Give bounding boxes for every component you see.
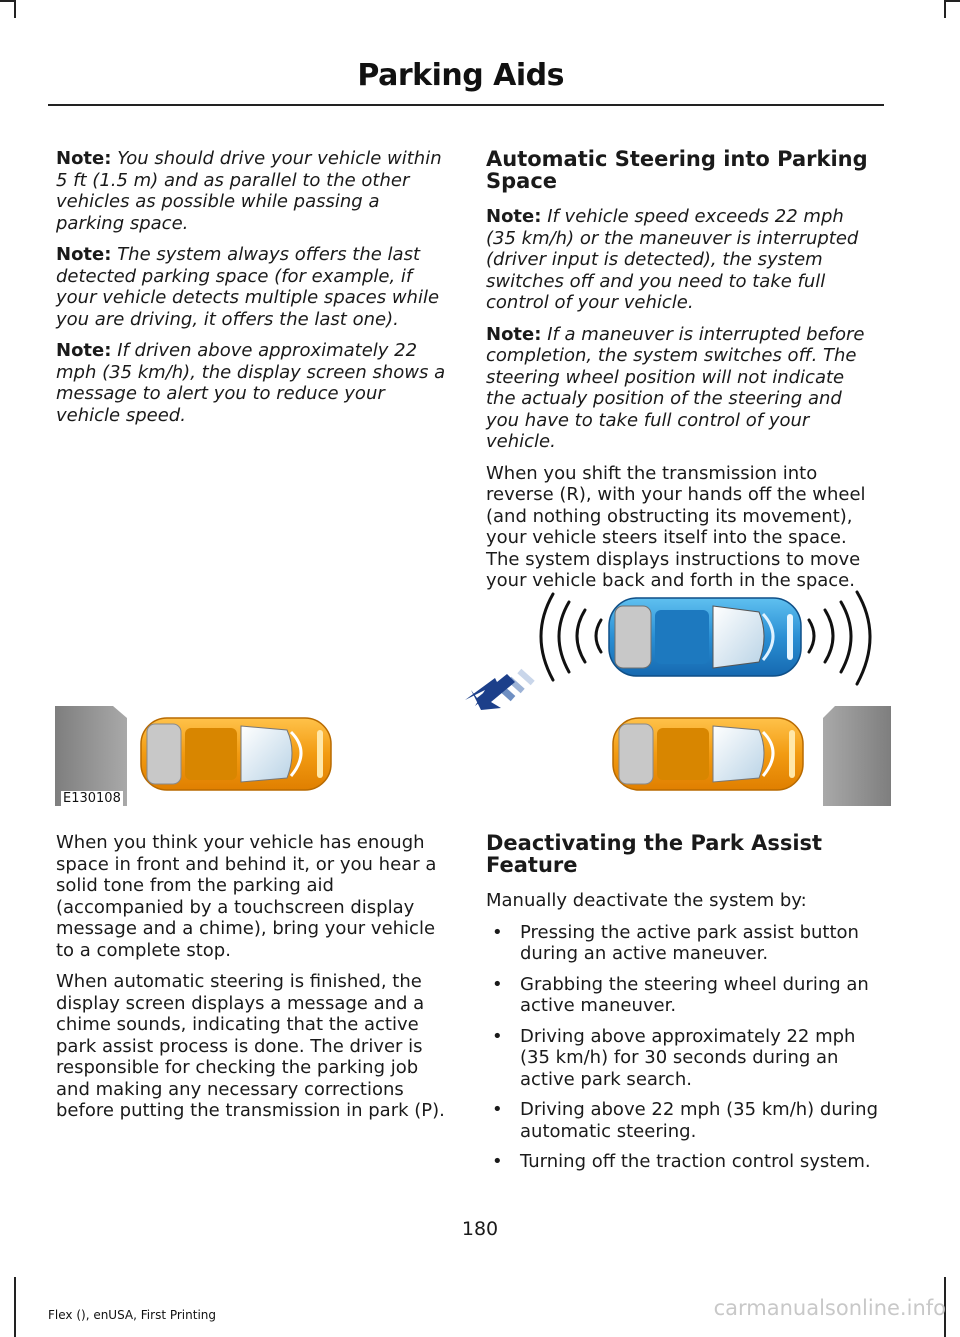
note-label: Note:: [56, 244, 112, 265]
parking-illustration: [55, 588, 891, 806]
section-heading: Deactivating the Park Assist Feature: [486, 831, 823, 877]
figure-code: E130108: [63, 791, 121, 806]
page-number: 180: [461, 1218, 499, 1240]
note-text: You should drive your vehicle within 5 ft (1.5 m) and as parallel to the other vehicles as possible while passing a parking space.: [56, 148, 442, 234]
list-item: • Grabbing the steering wheel during an active maneuver.: [486, 974, 878, 1017]
right-column-bottom: [486, 832, 878, 1182]
footer-text: Flex (), enUSA, First Printing: [48, 1308, 216, 1322]
reverse-arrow-icon: [465, 669, 535, 710]
note-paragraph: [56, 244, 448, 330]
sensor-waves-left-icon: [541, 594, 601, 680]
note-text: If a maneuver is interrupted before completion, the system switches off. The steering wheel position will not indicate the actualy position of the steering and you have to take full control of your vehicle.: [486, 323, 865, 452]
watermark: carmanualsonline.info: [713, 1296, 946, 1320]
active-car: [609, 598, 801, 676]
left-column-bottom: [56, 832, 448, 1132]
note-paragraph: [56, 340, 448, 426]
sensor-waves-right-icon: [809, 592, 870, 684]
note-text: If vehicle speed exceeds 22 mph (35 km/h) or the maneuver is interrupted (driver input is detected), the system switches off and you need to take full control of your vehicle.: [486, 206, 859, 313]
deactivation-list: [486, 922, 878, 1173]
body-paragraph: When automatic steering is finished, the display screen displays a message and a chime sounds, indicating that the active park assist process is done. The driver is responsible for checking the parking job and making any necessary corrections before putting the transmission in park (P).: [56, 971, 445, 1121]
note-paragraph: [56, 148, 448, 234]
left-column-top: [56, 148, 448, 436]
crop-mark-top-right: [944, 0, 960, 2]
note-label: Note:: [486, 206, 542, 227]
note-paragraph: [486, 206, 878, 314]
list-item: • Driving above approximately 22 mph (35 km/h) for 30 seconds during an active park search.: [486, 1026, 878, 1091]
body-paragraph: When you shift the transmission into reverse (R), with your hands off the wheel (and nothing obstructing its movement), your vehicle steers itself into the space. The system displays instructions to move your vehicle back and forth in the space.: [486, 462, 866, 591]
right-column-top: [486, 148, 878, 602]
body-paragraph: Manually deactivate the system by:: [486, 890, 807, 911]
list-item: • Turning off the traction control system.: [486, 1151, 878, 1173]
section-heading: Automatic Steering into Parking Space: [486, 147, 868, 193]
page-title: Parking Aids: [357, 58, 564, 93]
list-item: • Pressing the active park assist button during an active maneuver.: [486, 922, 878, 965]
parked-car-right: [613, 718, 803, 790]
note-text: The system always offers the last detected parking space (for example, if your vehicle detects multiple spaces while you are driving, it offers the last one).: [56, 244, 440, 330]
header-divider: [48, 104, 884, 106]
crop-mark-top-right-v: [944, 0, 946, 18]
note-label: Note:: [56, 340, 112, 361]
note-label: Note:: [486, 323, 542, 345]
note-label: Note:: [56, 148, 112, 169]
crop-mark-bottom-left: [14, 1277, 16, 1337]
parking-illustration-svg: [55, 588, 891, 806]
parked-car-left: [141, 718, 331, 790]
curb-right: [823, 706, 891, 806]
note-paragraph: [486, 324, 878, 453]
note-text: If driven above approximately 22 mph (35 km/h), the display screen shows a message to alert you to reduce your vehicle speed.: [56, 340, 446, 426]
list-item: • Driving above 22 mph (35 km/h) during automatic steering.: [486, 1099, 878, 1142]
body-paragraph: When you think your vehicle has enough space in front and behind it, or you hear a solid tone from the parking aid (accompanied by a touchscreen display message and a chime), bring your vehicle to a complete stop.: [56, 832, 437, 961]
crop-mark-top-left-v: [14, 0, 16, 18]
